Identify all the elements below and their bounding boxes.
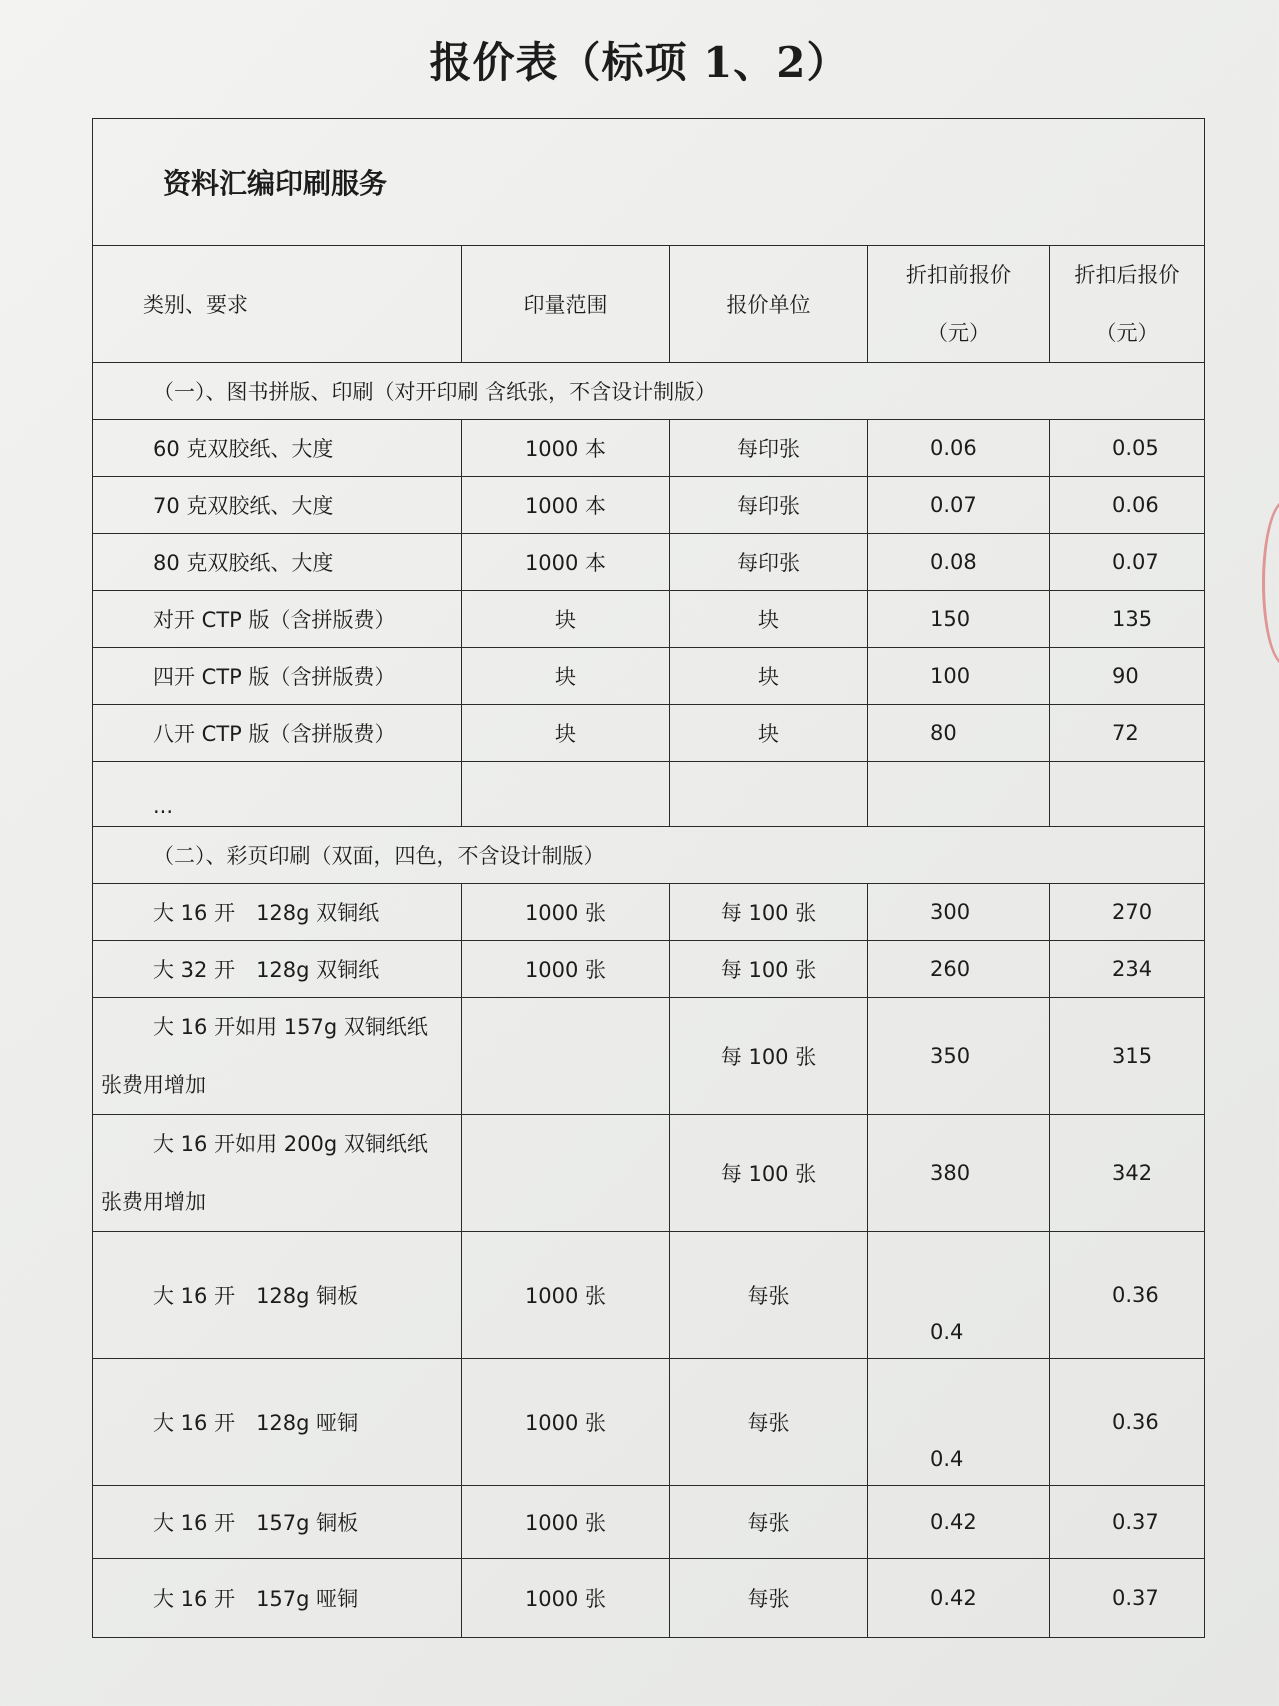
table-row (93, 477, 1205, 534)
cell-range: 1000 张 (462, 941, 670, 998)
table-row (93, 998, 1205, 1115)
table-row (93, 591, 1205, 648)
cell-pre: 0.42 (868, 1486, 1050, 1559)
cell-post: 0.07 (1050, 534, 1205, 591)
cell-unit: 每 100 张 (670, 998, 868, 1115)
cell-range: 块 (462, 648, 670, 705)
cell-pre: 80 (868, 705, 1050, 762)
cell-post: 234 (1050, 941, 1205, 998)
cell-pre: 260 (868, 941, 1050, 998)
cell-unit: 块 (670, 591, 868, 648)
cell-post: 0.37 (1050, 1559, 1205, 1638)
cell-name (93, 1115, 462, 1232)
cell-post: 72 (1050, 705, 1205, 762)
ellipsis-cell: ... (93, 762, 462, 827)
cell-unit: 每印张 (670, 534, 868, 591)
cell-post: 270 (1050, 884, 1205, 941)
cell-pre: 150 (868, 591, 1050, 648)
cell-name (93, 998, 462, 1115)
header-post-line1: 折扣后报价 (1074, 263, 1180, 287)
cell-name-line1: 大 16 开如用 157g 双铜纸纸 (153, 1015, 428, 1039)
cell-range: 块 (462, 591, 670, 648)
cell-name: 60 克双胶纸、大度 (93, 420, 462, 477)
header-category: 类别、要求 (93, 246, 462, 363)
table-row (93, 1359, 1205, 1486)
cell-range: 1000 本 (462, 534, 670, 591)
cell-unit: 每张 (670, 1559, 868, 1638)
empty-cell (462, 762, 670, 827)
cell-unit: 每张 (670, 1486, 868, 1559)
cell-pre: 300 (868, 884, 1050, 941)
cell-unit: 块 (670, 648, 868, 705)
cell-range: 1000 本 (462, 477, 670, 534)
table-row (93, 705, 1205, 762)
table-row (93, 1232, 1205, 1359)
cell-name-line2: 张费用增加 (101, 1073, 206, 1097)
cell-pre: 350 (868, 998, 1050, 1115)
cell-pre: 380 (868, 1115, 1050, 1232)
cell-name: 大 16 开 157g 铜板 (93, 1486, 462, 1559)
cell-name: 八开 CTP 版（含拼版费） (93, 705, 462, 762)
table-row (93, 884, 1205, 941)
cell-post: 90 (1050, 648, 1205, 705)
page-title: 报价表（标项 1、2） (429, 38, 850, 87)
cell-name: 大 16 开 128g 铜板 (93, 1232, 462, 1359)
empty-cell (1050, 762, 1205, 827)
cell-name: 四开 CTP 版（含拼版费） (93, 648, 462, 705)
cell-unit: 每 100 张 (670, 884, 868, 941)
section-title: 资料汇编印刷服务 (93, 119, 1205, 246)
cell-range: 1000 本 (462, 420, 670, 477)
table-row (93, 534, 1205, 591)
cell-range: 1000 张 (462, 1486, 670, 1559)
cell-post: 342 (1050, 1115, 1205, 1232)
cell-range (462, 1115, 670, 1232)
cell-unit: 每 100 张 (670, 941, 868, 998)
cell-name: 大 16 开 157g 哑铜 (93, 1559, 462, 1638)
empty-cell (868, 762, 1050, 827)
cell-range: 1000 张 (462, 1559, 670, 1638)
cell-post: 135 (1050, 591, 1205, 648)
cell-name-line2: 张费用增加 (101, 1190, 206, 1214)
cell-post: 0.06 (1050, 477, 1205, 534)
cell-pre: 0.4 (868, 1232, 1050, 1359)
cell-name: 70 克双胶纸、大度 (93, 477, 462, 534)
cell-name: 对开 CTP 版（含拼版费） (93, 591, 462, 648)
table-row (93, 420, 1205, 477)
quote-table (92, 118, 1205, 1638)
cell-pre: 0.07 (868, 477, 1050, 534)
table-row (93, 762, 1205, 827)
header-pre-line1: 折扣前报价 (906, 263, 1011, 287)
cell-post: 0.36 (1050, 1232, 1205, 1359)
empty-cell (670, 762, 868, 827)
header-post-discount (1050, 246, 1205, 363)
cell-unit: 块 (670, 705, 868, 762)
cell-range: 1000 张 (462, 1232, 670, 1359)
table-row (93, 1486, 1205, 1559)
group-heading-1: （一）、图书拼版、印刷（对开印刷 含纸张，不含设计制版） (93, 363, 1205, 420)
cell-pre: 0.4 (868, 1359, 1050, 1486)
cell-name: 大 32 开 128g 双铜纸 (93, 941, 462, 998)
table-row (93, 941, 1205, 998)
cell-pre: 0.42 (868, 1559, 1050, 1638)
cell-post: 0.36 (1050, 1359, 1205, 1486)
cell-name: 大 16 开 128g 双铜纸 (93, 884, 462, 941)
cell-pre: 0.06 (868, 420, 1050, 477)
table-row (93, 648, 1205, 705)
cell-range: 1000 张 (462, 884, 670, 941)
cell-unit: 每张 (670, 1359, 868, 1486)
cell-name: 80 克双胶纸、大度 (93, 534, 462, 591)
cell-unit: 每印张 (670, 420, 868, 477)
cell-name: 大 16 开 128g 哑铜 (93, 1359, 462, 1486)
table-row (93, 1115, 1205, 1232)
cell-post: 0.37 (1050, 1486, 1205, 1559)
cell-range (462, 998, 670, 1115)
cell-range: 1000 张 (462, 1359, 670, 1486)
table-header-row (93, 246, 1205, 363)
group-heading-2: （二）、彩页印刷（双面，四色，不含设计制版） (93, 827, 1205, 884)
cell-pre: 0.08 (868, 534, 1050, 591)
header-post-line2: （元） (1095, 321, 1159, 345)
cell-post: 0.05 (1050, 420, 1205, 477)
cell-unit: 每张 (670, 1232, 868, 1359)
cell-pre: 100 (868, 648, 1050, 705)
header-range: 印量范围 (462, 246, 670, 363)
header-pre-discount (868, 246, 1050, 363)
table-row (93, 1559, 1205, 1638)
cell-unit: 每 100 张 (670, 1115, 868, 1232)
red-seal-stamp (1262, 500, 1279, 666)
cell-post: 315 (1050, 998, 1205, 1115)
header-pre-line2: （元） (927, 321, 990, 345)
cell-name-line1: 大 16 开如用 200g 双铜纸纸 (153, 1132, 428, 1156)
header-unit: 报价单位 (670, 246, 868, 363)
cell-unit: 每印张 (670, 477, 868, 534)
cell-range: 块 (462, 705, 670, 762)
